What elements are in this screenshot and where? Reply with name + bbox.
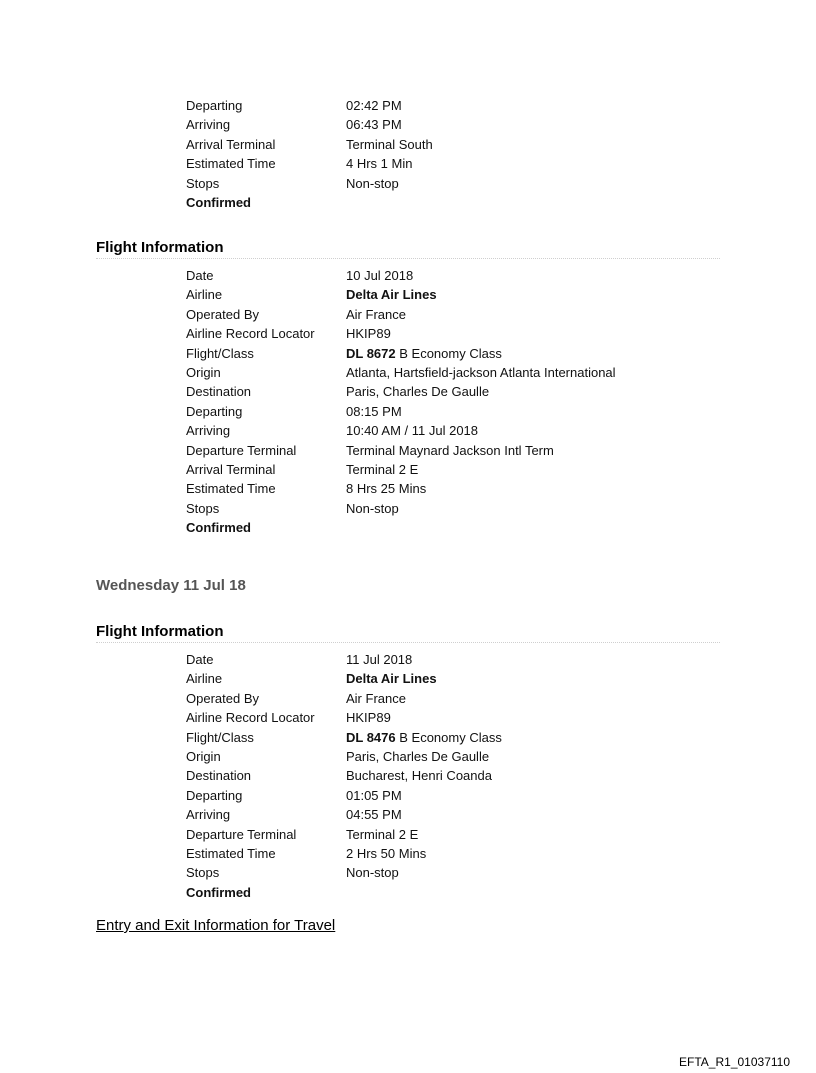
flight-number: DL 8672	[346, 345, 396, 361]
destination-label: Destination	[186, 384, 252, 400]
stops-value: Non-stop	[346, 865, 399, 881]
airline-value: Delta Air Lines	[346, 287, 437, 303]
detail-value: 4 Hrs 1 Min	[346, 156, 413, 172]
departure-terminal-value: Terminal 2 E	[346, 826, 419, 842]
arriving-label: Arriving	[186, 423, 231, 439]
departing-value: 01:05 PM	[346, 787, 402, 803]
detail-value: 02:42 PM	[346, 98, 402, 113]
record-locator-label: Airline Record Locator	[186, 710, 315, 726]
estimated-time-label: Estimated Time	[186, 845, 276, 861]
flight-information-heading-2: Flight Information	[96, 623, 720, 643]
departure-terminal-label: Departure Terminal	[186, 826, 297, 842]
departing-label: Departing	[186, 403, 243, 419]
detail-label: Estimated Time	[186, 156, 276, 172]
flight-class: B Economy Class	[395, 729, 502, 745]
date-label: Date	[186, 652, 214, 667]
date-label: Date	[186, 268, 214, 283]
origin-label: Origin	[186, 364, 221, 380]
departure-terminal-label: Departure Terminal	[186, 442, 297, 458]
record-locator-value: HKIP89	[346, 710, 391, 726]
flight-number: DL 8476	[346, 729, 396, 745]
detail-value: Non-stop	[346, 175, 399, 191]
origin-value: Atlanta, Hartsfield-jackson Atlanta International	[346, 364, 616, 380]
record-locator-label: Airline Record Locator	[186, 326, 315, 342]
detail-label: Arrival Terminal	[186, 136, 276, 152]
airline-label: Airline	[186, 287, 223, 303]
detail-label: Departing	[186, 98, 243, 113]
arrival-terminal-value: Terminal 2 E	[346, 461, 419, 477]
destination-label: Destination	[186, 768, 252, 784]
date-value: 11 Jul 2018	[346, 652, 413, 667]
arrival-terminal-label: Arrival Terminal	[186, 461, 276, 477]
status-confirmed: Confirmed	[186, 520, 251, 536]
detail-value: 06:43 PM	[346, 117, 402, 133]
arriving-value: 04:55 PM	[346, 807, 402, 823]
record-locator-value: HKIP89	[346, 326, 391, 342]
stops-label: Stops	[186, 865, 220, 881]
arriving-value: 10:40 AM / 11 Jul 2018	[346, 423, 479, 439]
operated-by-value: Air France	[346, 690, 406, 706]
document-id: EFTA_R1_01037110	[679, 1055, 790, 1069]
flight-class-value	[346, 728, 502, 747]
day-header: Wednesday 11 Jul 18	[96, 577, 246, 594]
origin-label: Origin	[186, 748, 221, 764]
flight-class: B Economy Class	[395, 345, 502, 361]
flight-class-label: Flight/Class	[186, 345, 254, 361]
operated-by-label: Operated By	[186, 690, 259, 706]
stops-value: Non-stop	[346, 500, 399, 516]
estimated-time-value: 8 Hrs 25 Mins	[346, 481, 427, 497]
operated-by-value: Air France	[346, 306, 406, 322]
operated-by-label: Operated By	[186, 306, 259, 322]
flight-class-label: Flight/Class	[186, 729, 254, 745]
destination-value: Bucharest, Henri Coanda	[346, 768, 492, 784]
date-value: 10 Jul 2018	[346, 268, 414, 283]
estimated-time-label: Estimated Time	[186, 481, 276, 497]
status-confirmed: Confirmed	[186, 194, 251, 210]
stops-label: Stops	[186, 500, 220, 516]
airline-value: Delta Air Lines	[346, 671, 437, 687]
origin-value: Paris, Charles De Gaulle	[346, 748, 490, 764]
departing-label: Departing	[186, 787, 243, 803]
detail-label: Stops	[186, 175, 220, 191]
airline-label: Airline	[186, 671, 223, 687]
detail-value: Terminal South	[346, 136, 433, 152]
flight-class-value	[346, 344, 502, 363]
status-confirmed: Confirmed	[186, 884, 251, 900]
detail-label: Arriving	[186, 117, 231, 133]
flight-information-heading-1: Flight Information	[96, 239, 720, 259]
departure-terminal-value: Terminal Maynard Jackson Intl Term	[346, 442, 554, 458]
entry-exit-info-link[interactable]: Entry and Exit Information for Travel	[96, 917, 336, 934]
departing-value: 08:15 PM	[346, 403, 402, 419]
estimated-time-value: 2 Hrs 50 Mins	[346, 845, 427, 861]
destination-value: Paris, Charles De Gaulle	[346, 384, 490, 400]
arriving-label: Arriving	[186, 807, 231, 823]
